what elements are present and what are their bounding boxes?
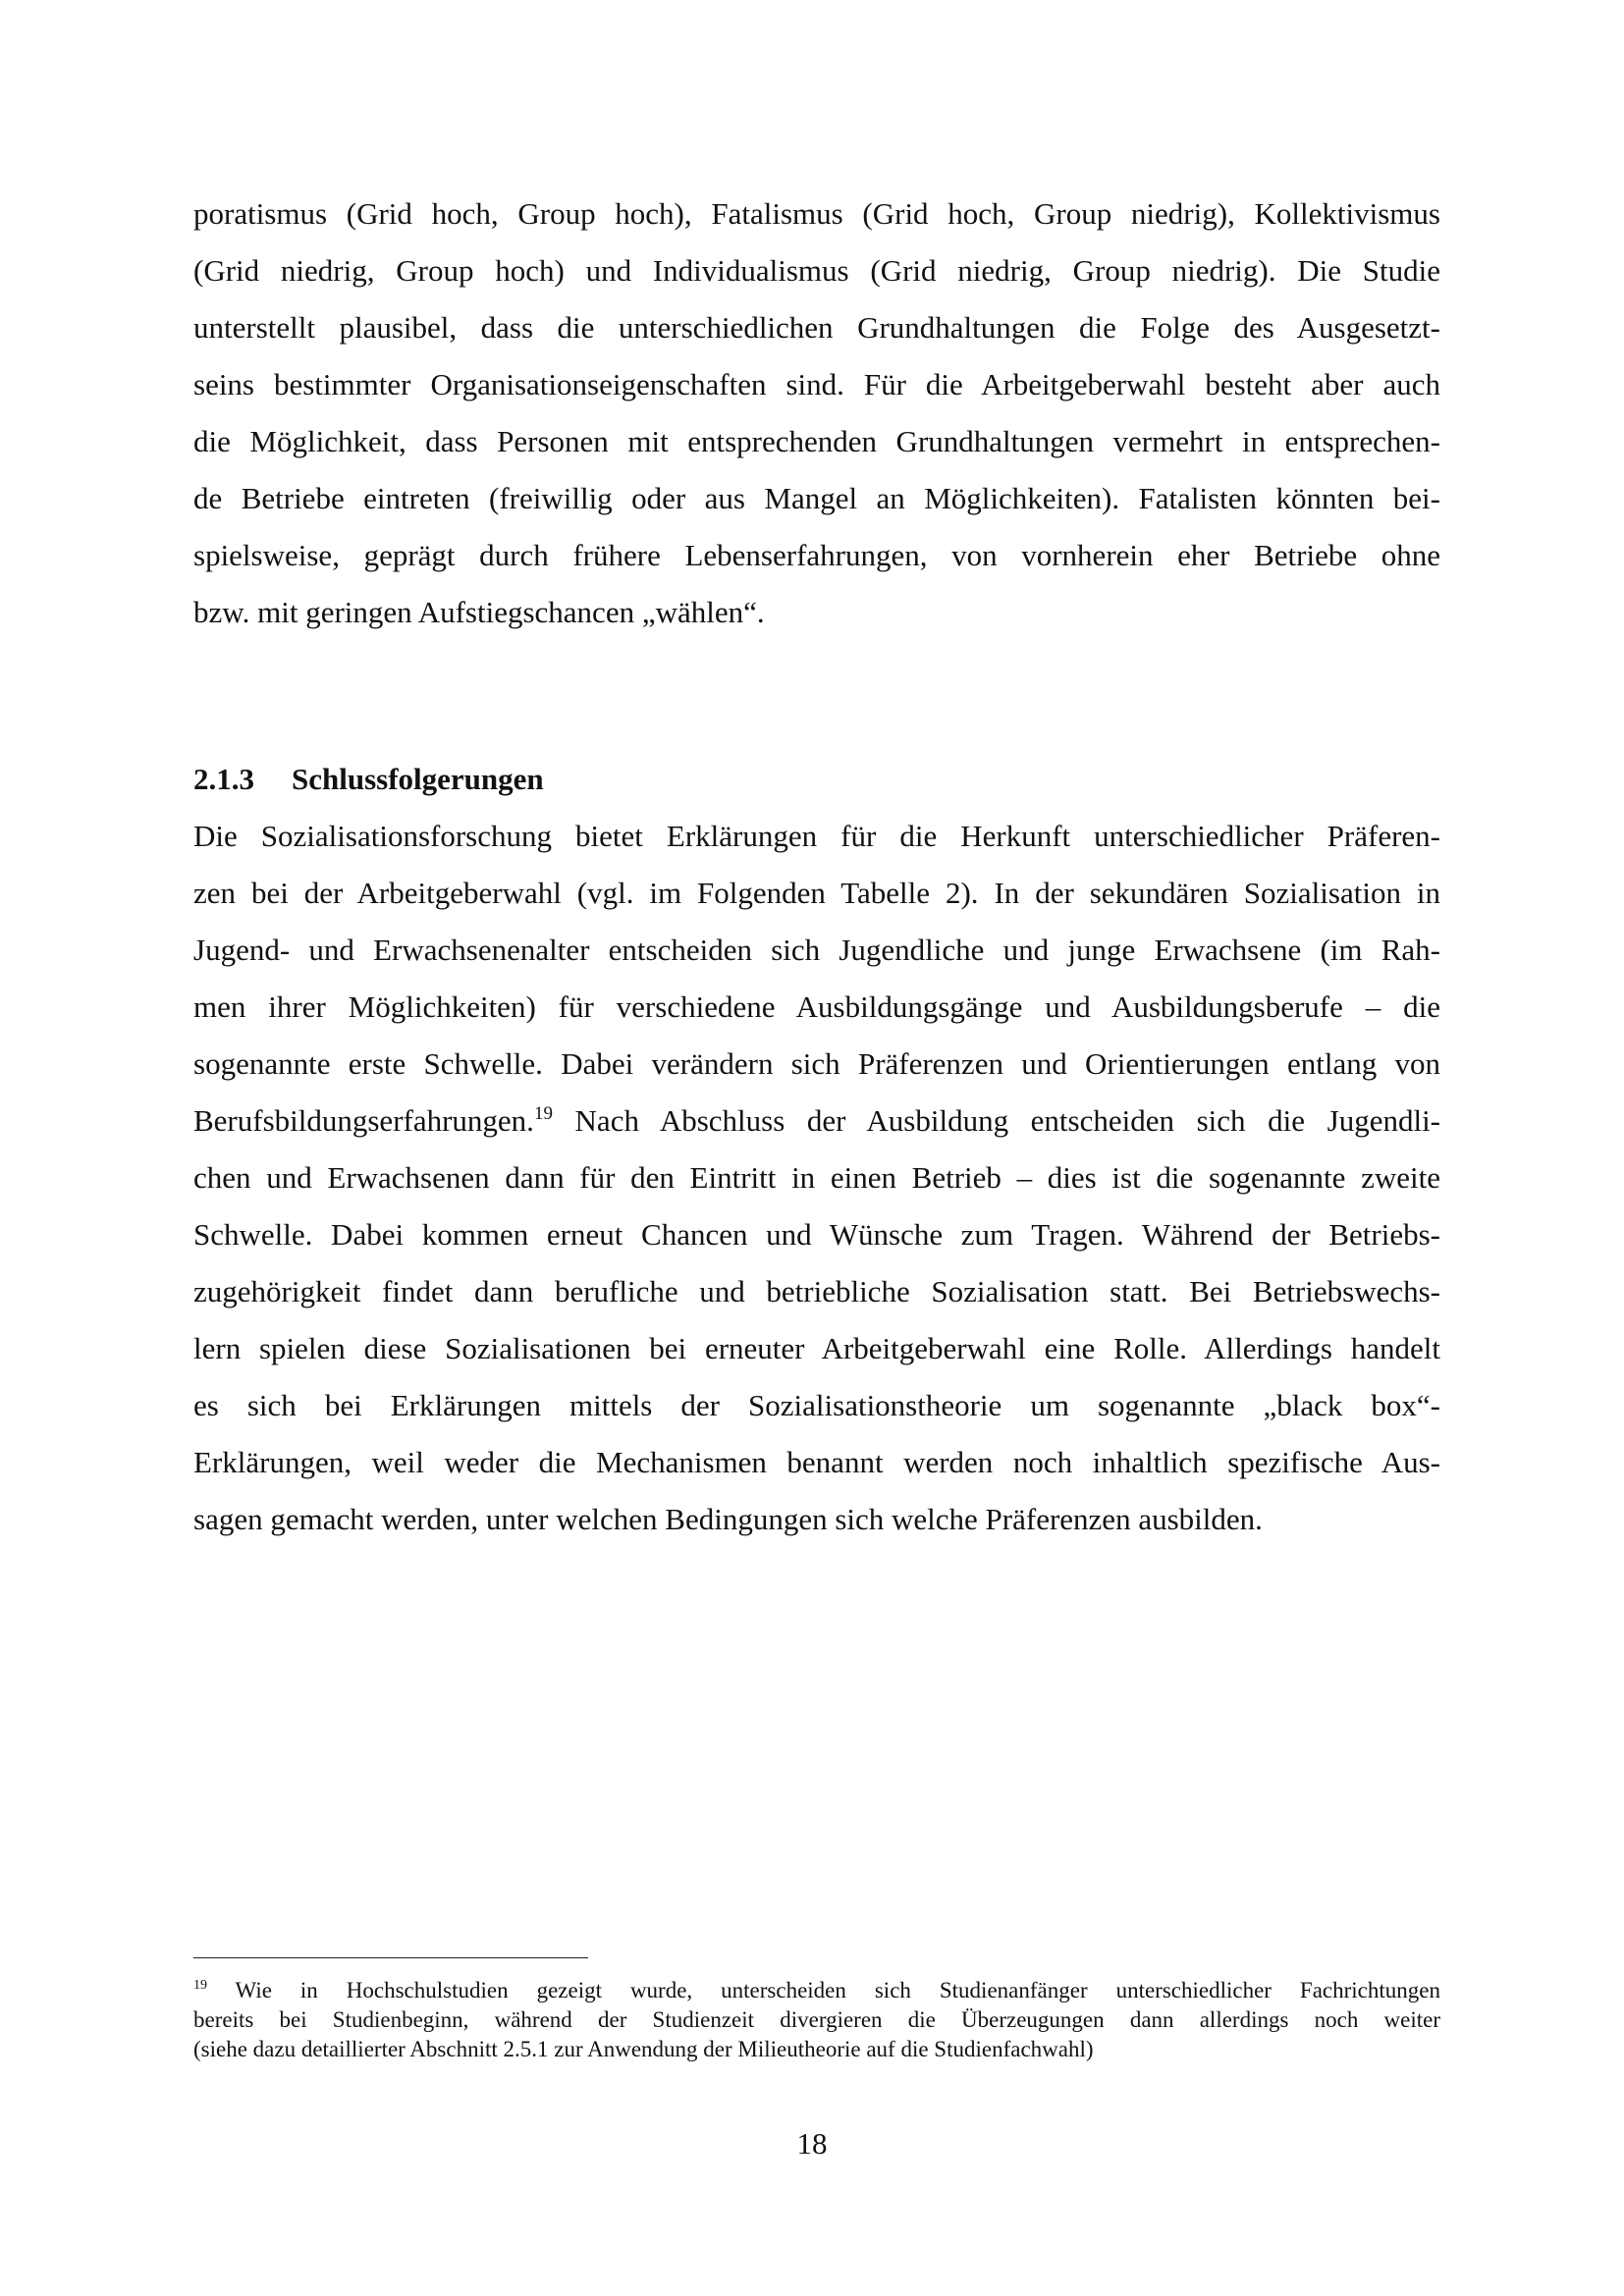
footnote-reference[interactable]: 19 (533, 1103, 553, 1124)
footnote-text: Wie in Hochschulstudien gezeigt wurde, unterscheiden sich Studienanfänger unterschiedlicher Fachrichtungen (207, 1978, 1440, 2002)
text-line: (Grid niedrig, Group hoch) und Individualismus (Grid niedrig, Group niedrig). Die Studie (193, 253, 1440, 288)
text-line: Schwelle. Dabei kommen erneut Chancen und Wünsche zum Tragen. Während der Betriebs- (193, 1217, 1440, 1252)
text-line: sogenannte erste Schwelle. Dabei verändern sich Präferenzen und Orientierungen entlang von (193, 1046, 1440, 1081)
footnote-line (193, 1976, 1440, 2005)
text-line: chen und Erwachsenen dann für den Eintritt in einen Betrieb – dies ist die sogenannte zweite (193, 1160, 1440, 1195)
text-line: bzw. mit geringen Aufstiegschancen „wählen“. (193, 595, 765, 629)
page-number: 18 (796, 2126, 828, 2161)
text-line: zugehörigkeit findet dann berufliche und betriebliche Sozialisation statt. Bei Betriebswechs- (193, 1274, 1440, 1308)
footnote-number: 19 (193, 1978, 207, 1993)
text-line: unterstellt plausibel, dass die unterschiedlichen Grundhaltungen die Folge des Ausgesetzt- (193, 310, 1440, 345)
footnote-line: (siehe dazu detaillierter Abschnitt 2.5.1 zur Anwendung der Milieutheorie auf die Studienfachwahl) (193, 2037, 1094, 2061)
section-title: Schlussfolgerungen (292, 762, 544, 796)
text-line: poratismus (Grid hoch, Group hoch), Fatalismus (Grid hoch, Group niedrig), Kollektivismus (193, 196, 1440, 231)
text-line: de Betriebe eintreten (freiwillig oder aus Mangel an Möglichkeiten). Fatalisten könnten bei- (193, 481, 1440, 515)
footnote-line: bereits bei Studienbeginn, während der Studienzeit divergieren die Überzeugungen dann allerdings noch weiter (193, 2007, 1440, 2032)
text-line-with-footnote-ref (193, 1101, 1440, 1141)
section-number: 2.1.3 (193, 762, 254, 796)
footnote-separator (193, 1957, 588, 1958)
text-line: es sich bei Erklärungen mittels der Sozialisationstheorie um sogenannte „black box“- (193, 1388, 1440, 1422)
text-line: lern spielen diese Sozialisationen bei erneuter Arbeitgeberwahl eine Rolle. Allerdings handelt (193, 1331, 1440, 1365)
text-fragment: Nach Abschluss der Ausbildung entscheiden sich die Jugendli- (552, 1103, 1440, 1138)
text-line: seins bestimmter Organisationseigenschaften sind. Für die Arbeitgeberwahl besteht aber auch (193, 367, 1440, 401)
text-line: Erklärungen, weil weder die Mechanismen benannt werden noch inhaltlich spezifische Aus- (193, 1445, 1440, 1479)
text-fragment: Berufsbildungserfahrungen. (193, 1103, 534, 1138)
text-line: sagen gemacht werden, unter welchen Bedingungen sich welche Präferenzen ausbilden. (193, 1502, 1263, 1536)
text-line: Die Sozialisationsforschung bietet Erklärungen für die Herkunft unterschiedlicher Präferen- (193, 819, 1440, 853)
text-line: zen bei der Arbeitgeberwahl (vgl. im Folgenden Tabelle 2). In der sekundären Sozialisation in (193, 876, 1440, 910)
text-line: Jugend- und Erwachsenenalter entscheiden sich Jugendliche und junge Erwachsene (im Rah- (193, 933, 1440, 967)
text-line: spielsweise, geprägt durch frühere Lebenserfahrungen, von vornherein eher Betriebe ohne (193, 538, 1440, 572)
text-line: men ihrer Möglichkeiten) für verschiedene Ausbildungsgänge und Ausbildungsberufe – die (193, 989, 1440, 1024)
section-heading (193, 760, 544, 799)
text-line: die Möglichkeit, dass Personen mit entsprechenden Grundhaltungen vermehrt in entsprechen- (193, 424, 1440, 458)
